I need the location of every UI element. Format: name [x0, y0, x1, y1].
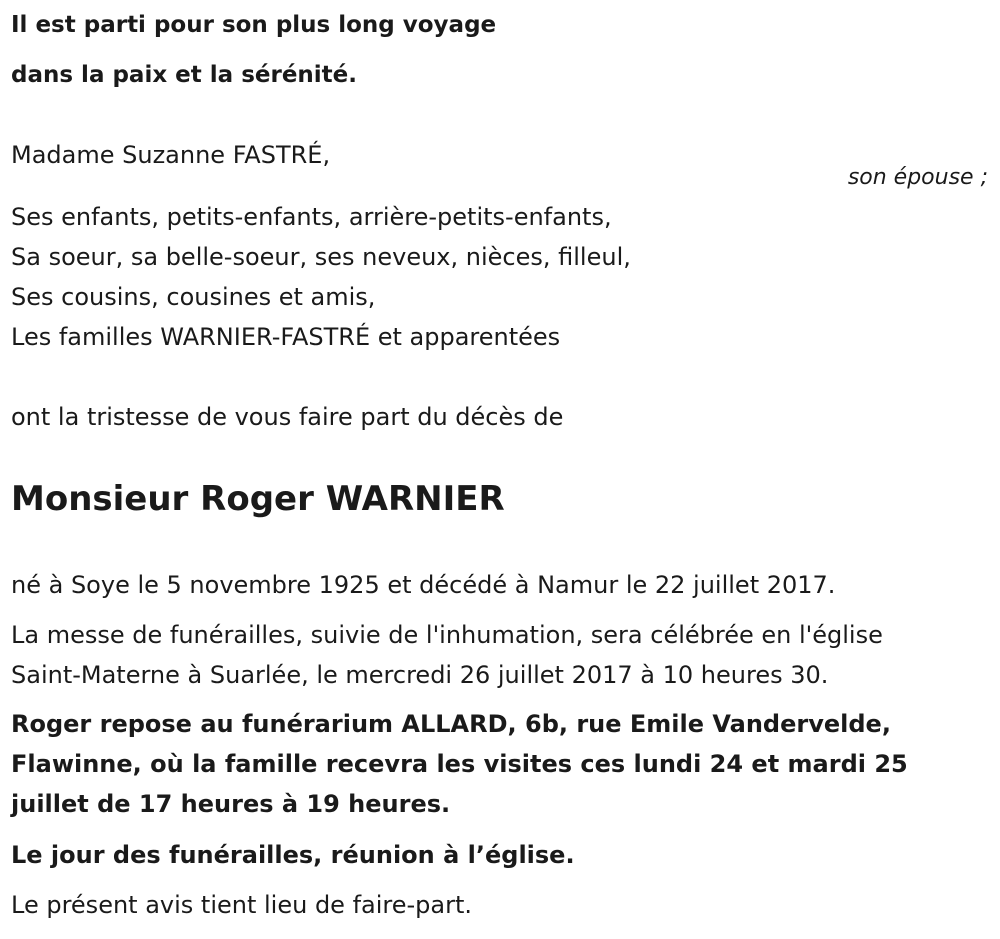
- visitation-line-3: juillet de 17 heures à 19 heures.: [11, 790, 451, 818]
- birth-death-line: né à Soye le 5 novembre 1925 et décédé à Namur le 22 juillet 2017.: [11, 571, 836, 599]
- meeting-line: Le jour des funérailles, réunion à l’église.: [11, 841, 575, 869]
- family-line-2: Sa soeur, sa belle-soeur, ses neveux, nièces, filleul,: [11, 243, 631, 271]
- family-line-1: Ses enfants, petits-enfants, arrière-petits-enfants,: [11, 203, 612, 231]
- funeral-line-1: La messe de funérailles, suivie de l'inhumation, sera célébrée en l'église: [11, 621, 883, 649]
- spouse-name: Madame Suzanne FASTRÉ,: [11, 141, 331, 169]
- visitation-line-2: Flawinne, où la famille recevra les visites ces lundi 24 et mardi 25: [11, 750, 908, 778]
- closing-line: Le présent avis tient lieu de faire-part.: [11, 891, 473, 919]
- family-line-3: Ses cousins, cousines et amis,: [11, 283, 376, 311]
- spouse-role: son épouse ;: [847, 165, 988, 190]
- intro-line-2: dans la paix et la sérénité.: [11, 62, 358, 88]
- announcement: ont la tristesse de vous faire part du décès de: [11, 403, 564, 431]
- funeral-line-2: Saint-Materne à Suarlée, le mercredi 26 juillet 2017 à 10 heures 30.: [11, 661, 829, 689]
- family-line-4: Les familles WARNIER-FASTRÉ et apparentées: [11, 323, 561, 351]
- deceased-name: Monsieur Roger WARNIER: [11, 479, 505, 519]
- intro-line-1: Il est parti pour son plus long voyage: [11, 12, 497, 38]
- visitation-line-1: Roger repose au funérarium ALLARD, 6b, rue Emile Vandervelde,: [11, 710, 891, 738]
